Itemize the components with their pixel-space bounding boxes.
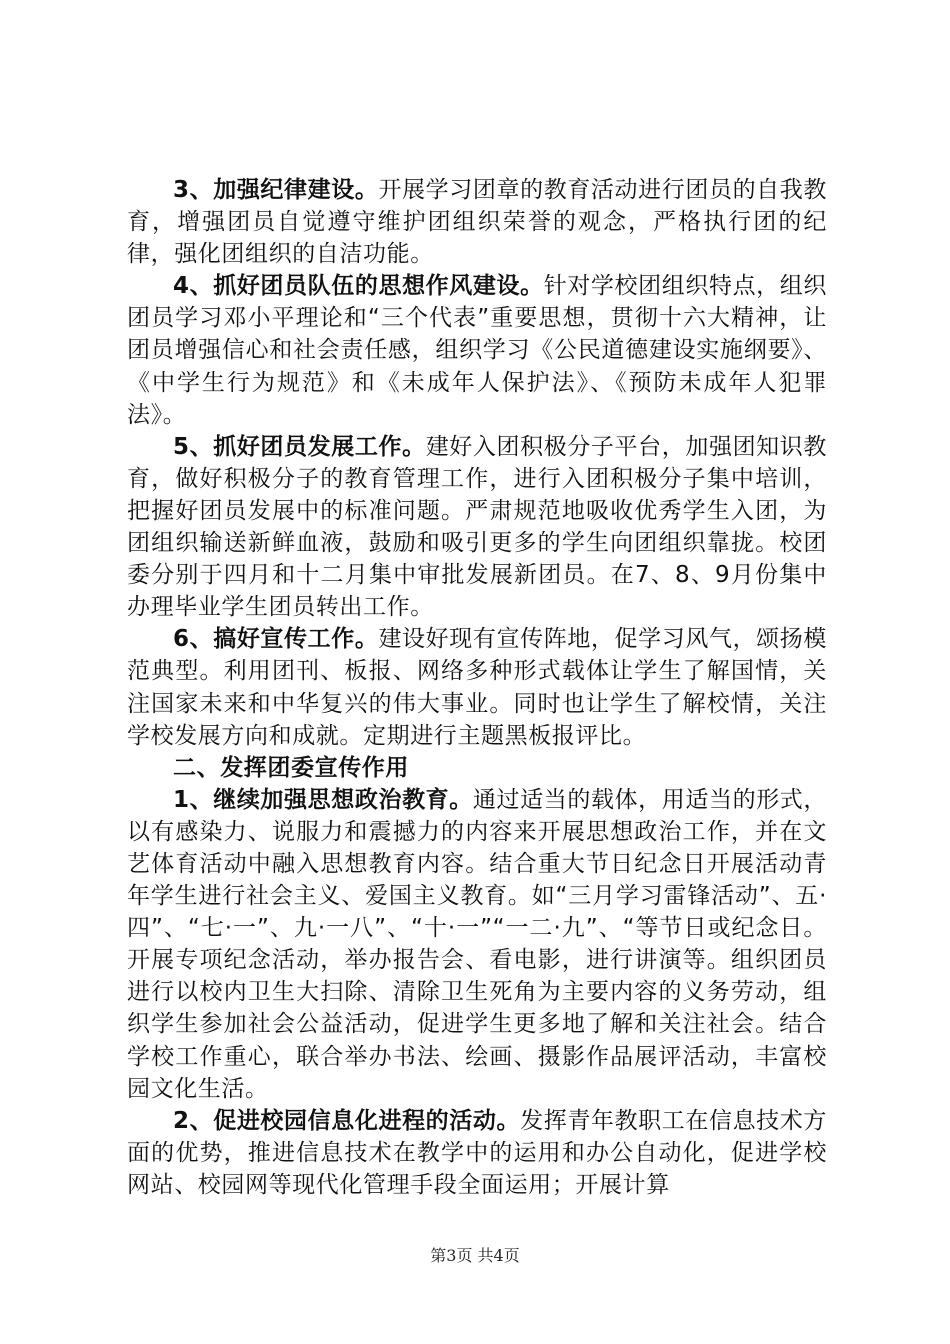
paragraph-body: 通过适当的载体，用适当的形式，以有感染力、说服力和震撼力的内容来开展思想政治工作，并在文艺体育活动中融入思想教育内容。结合重大节日纪念日开展活动青年学生进行社会主义、爱国主义教育。如“三月学习雷锋活动”、五·四”、“七·一”、九·一八”、“十·一”“一二·九”、“等节日或纪念日。开展专项纪念活动，举办报告会、看电影，进行讲演等。组织团员进行以校内卫生大扫除、清除卫生死角为主要内容的义务劳动，组织学生参加社会公益活动，促进学生更多地了解和关注社会。结合学校工作重心，联合举办书法、绘画、摄影作品展评活动，丰富校园文化生活。 xyxy=(127,786,828,1102)
paragraph-body: 针对学校团组织特点，组织团员学习邓小平理论和“三个代表”重要思想，贯彻十六大精神，让团员增强信心和社会责任感，组织学习《公民道德建设实施纲要》、《中学生行为规范》和《未成年人保护法》、《预防未成年人犯罪法》。 xyxy=(127,273,827,428)
paragraph-body: 开展学习团章的教育活动进行团员的自我教育，增强团员自觉遵守维护团组织荣誉的观念，严格执行团的纪律，强化团组织的自洁功能。 xyxy=(127,177,827,268)
paragraph-membership xyxy=(127,431,827,624)
paragraph-lead: 5、抓好团员发展工作。 xyxy=(173,433,426,460)
paragraph-body: 建设好现有宣传阵地，促学习风气，颂扬模范典型。利用团刊、板报、网络多种形式载体让学生了解国情，关注国家未来和中华复兴的伟大事业。同时也让学生了解校情，关注学校发展方向和成就。定期进行主题黑板报评比。 xyxy=(127,626,827,749)
paragraph-lead: 4、抓好团员队伍的思想作风建设。 xyxy=(173,273,544,300)
paragraph-discipline xyxy=(127,174,827,270)
paragraph-ideology xyxy=(127,270,827,430)
paragraph-body: 发挥青年教职工在信息技术方面的优势，推进信息技术在教学中的运用和办公自动化，促进学校网站、校园网等现代化管理手段全面运用；开展计算 xyxy=(127,1107,827,1198)
section-heading: 二、发挥团委宣传作用 xyxy=(173,754,409,781)
paragraph-lead: 3、加强纪律建设。 xyxy=(173,177,379,203)
paragraph-political-education xyxy=(127,784,827,1105)
paragraph-body: 建好入团积极分子平台，加强团知识教育，做好积极分子的教育管理工作，进行入团积极分子集中培训，把握好团员发展中的标准问题。严肃规范地吸收优秀学生入团，为团组织输送新鲜血液，鼓励和吸引更多的学生向团组织靠拢。校团委分别于四月和十二月集中审批发展新团员。在7、8、9月份集中办理毕业学生团员转出工作。 xyxy=(127,433,827,621)
paragraph-lead: 1、继续加强思想政治教育。 xyxy=(173,786,473,813)
paragraph-publicity xyxy=(127,623,827,751)
document-page xyxy=(127,174,827,1201)
paragraph-lead: 6、搞好宣传工作。 xyxy=(173,626,379,653)
page-footer: 第3页 共4页 xyxy=(430,1246,520,1265)
paragraph-lead: 2、促进校园信息化进程的活动。 xyxy=(173,1107,521,1134)
paragraph-informatization xyxy=(127,1105,827,1201)
